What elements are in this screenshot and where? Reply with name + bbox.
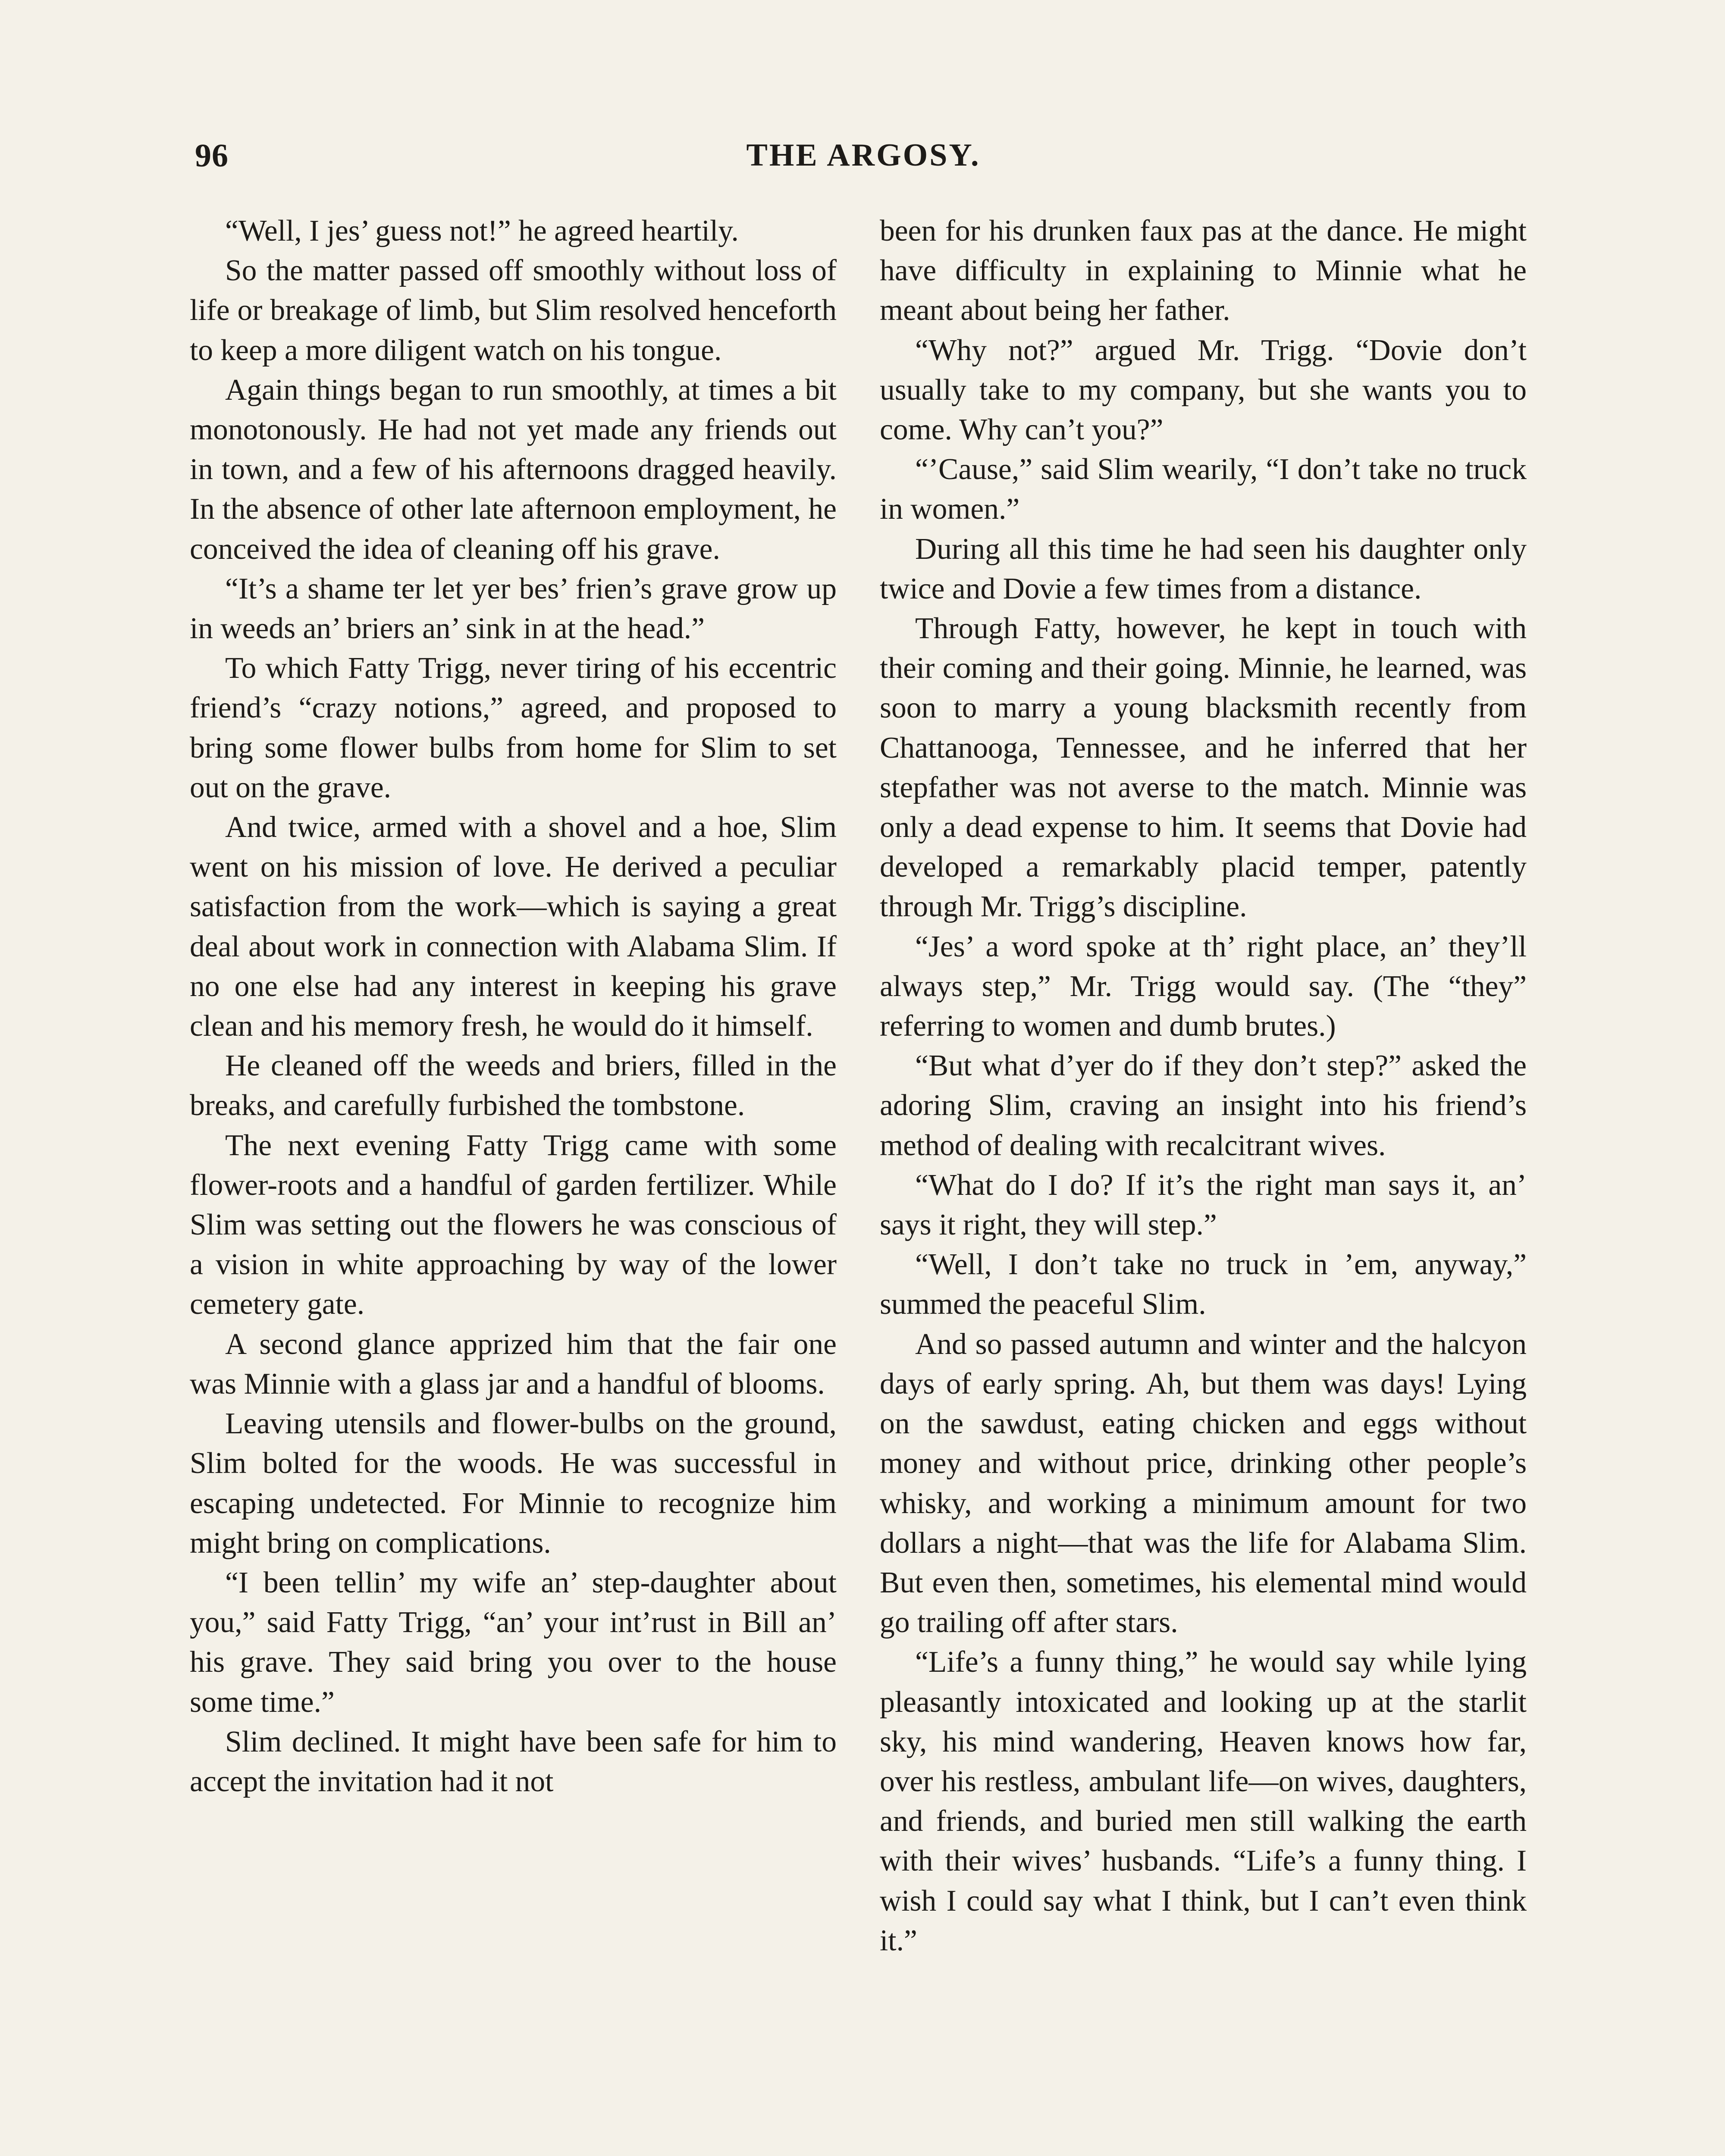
paragraph: “Well, I jes’ guess not!” he agreed heartily.: [225, 214, 739, 248]
paragraph: “What do I do? If it’s the right man says it, an’ says it right, they will step.”: [880, 1168, 1527, 1242]
paragraph: Again things began to run smoothly, at times a bit monotonously. He had not yet made any friends out in town, and a few of his afternoons dragged heavily. In the absence of other late afternoon employment, he conceived the idea of cleaning off his grave.: [190, 373, 837, 566]
running-head: THE ARGOSY.: [746, 138, 981, 173]
paragraph: So the matter passed off smoothly without loss of life or breakage of limb, but Slim resolved henceforth to keep a more diligent watch on his tongue.: [190, 254, 837, 367]
paragraph: “Jes’ a word spoke at th’ right place, an’ they’ll always step,” Mr. Trigg would say. (The “they” referring to women and dumb brutes.): [880, 930, 1527, 1043]
left-column: [190, 211, 837, 1802]
paragraph: And so passed autumn and winter and the halcyon days of early spring. Ah, but them was days! Lying on the sawdust, eating chicken and eggs without money and without price, drinking other people’s whisky, and working a minimum amount for two dollars a night—that was the life for Alabama Slim. But even then, sometimes, his elemental mind would go trailing off after stars.: [880, 1327, 1527, 1639]
paragraph: Leaving utensils and flower-bulbs on the ground, Slim bolted for the woods. He was successful in escaping undetected. For Minnie to recognize him might bring on complications.: [190, 1407, 837, 1560]
paragraph: “I been tellin’ my wife an’ step-daughter about you,” said Fatty Trigg, “an’ your int’rust in Bill an’ his grave. They said bring you over to the house some time.”: [190, 1566, 837, 1719]
paragraph: “Why not?” argued Mr. Trigg. “Dovie don’t usually take to my company, but she wants you to come. Why can’t you?”: [880, 333, 1527, 447]
paragraph: “But what d’yer do if they don’t step?” asked the adoring Slim, craving an insight into his friend’s method of dealing with recalcitrant wives.: [880, 1049, 1527, 1162]
paragraph: Slim declined. It might have been safe for him to accept the invitation had it not: [190, 1725, 837, 1798]
right-column: [880, 211, 1527, 1961]
paragraph: And twice, armed with a shovel and a hoe, Slim went on his mission of love. He derived a peculiar satisfaction from the work—which is saying a great deal about work in connection with Alabama Slim. If no one else had any interest in keeping his grave clean and his memory fresh, he would do it himself.: [190, 811, 837, 1043]
paragraph: “Life’s a funny thing,” he would say while lying pleasantly intoxicated and looking up at the starlit sky, his mind wandering, Heaven knows how far, over his restless, ambulant life—on wives, daughters, and friends, and buried men still walking the earth with their wives’ husbands. “Life’s a funny thing. I wish I could say what I think, but I can’t even think it.”: [880, 1645, 1527, 1957]
paragraph: Through Fatty, however, he kept in touch with their coming and their going. Minnie, he learned, was soon to marry a young blacksmith recently from Chattanooga, Tennessee, and he inferred that her stepfather was not averse to the match. Minnie was only a dead expense to him. It seems that Dovie had developed a remarkably placid temper, patently through Mr. Trigg’s discipline.: [880, 612, 1527, 924]
paragraph: “Well, I don’t take no truck in ’em, anyway,” summed the peaceful Slim.: [880, 1248, 1527, 1321]
paragraph: The next evening Fatty Trigg came with some flower-roots and a handful of garden fertilizer. While Slim was setting out the flowers he was conscious of a vision in white approaching by way of the lower cemetery gate.: [190, 1128, 837, 1321]
paragraph: A second glance apprized him that the fair one was Minnie with a glass jar and a handful of blooms.: [190, 1327, 837, 1401]
page-number: 96: [195, 138, 229, 174]
paragraph: To which Fatty Trigg, never tiring of his eccentric friend’s “crazy notions,” agreed, and proposed to bring some flower bulbs from home for Slim to set out on the grave.: [190, 652, 837, 804]
continued-paragraph: been for his drunken faux pas at the dance. He might have difficulty in explaining to Minnie what he meant about being her father.: [880, 214, 1527, 327]
page-header: [195, 137, 1532, 185]
paragraph: During all this time he had seen his daughter only twice and Dovie a few times from a distance.: [880, 532, 1527, 605]
paragraph: “It’s a shame ter let yer bes’ frien’s grave grow up in weeds an’ briers an’ sink in at the head.”: [190, 572, 837, 646]
paragraph: “’Cause,” said Slim wearily, “I don’t take no truck in women.”: [880, 453, 1527, 526]
paragraph: He cleaned off the weeds and briers, filled in the breaks, and carefully furbished the tombstone.: [190, 1049, 837, 1122]
